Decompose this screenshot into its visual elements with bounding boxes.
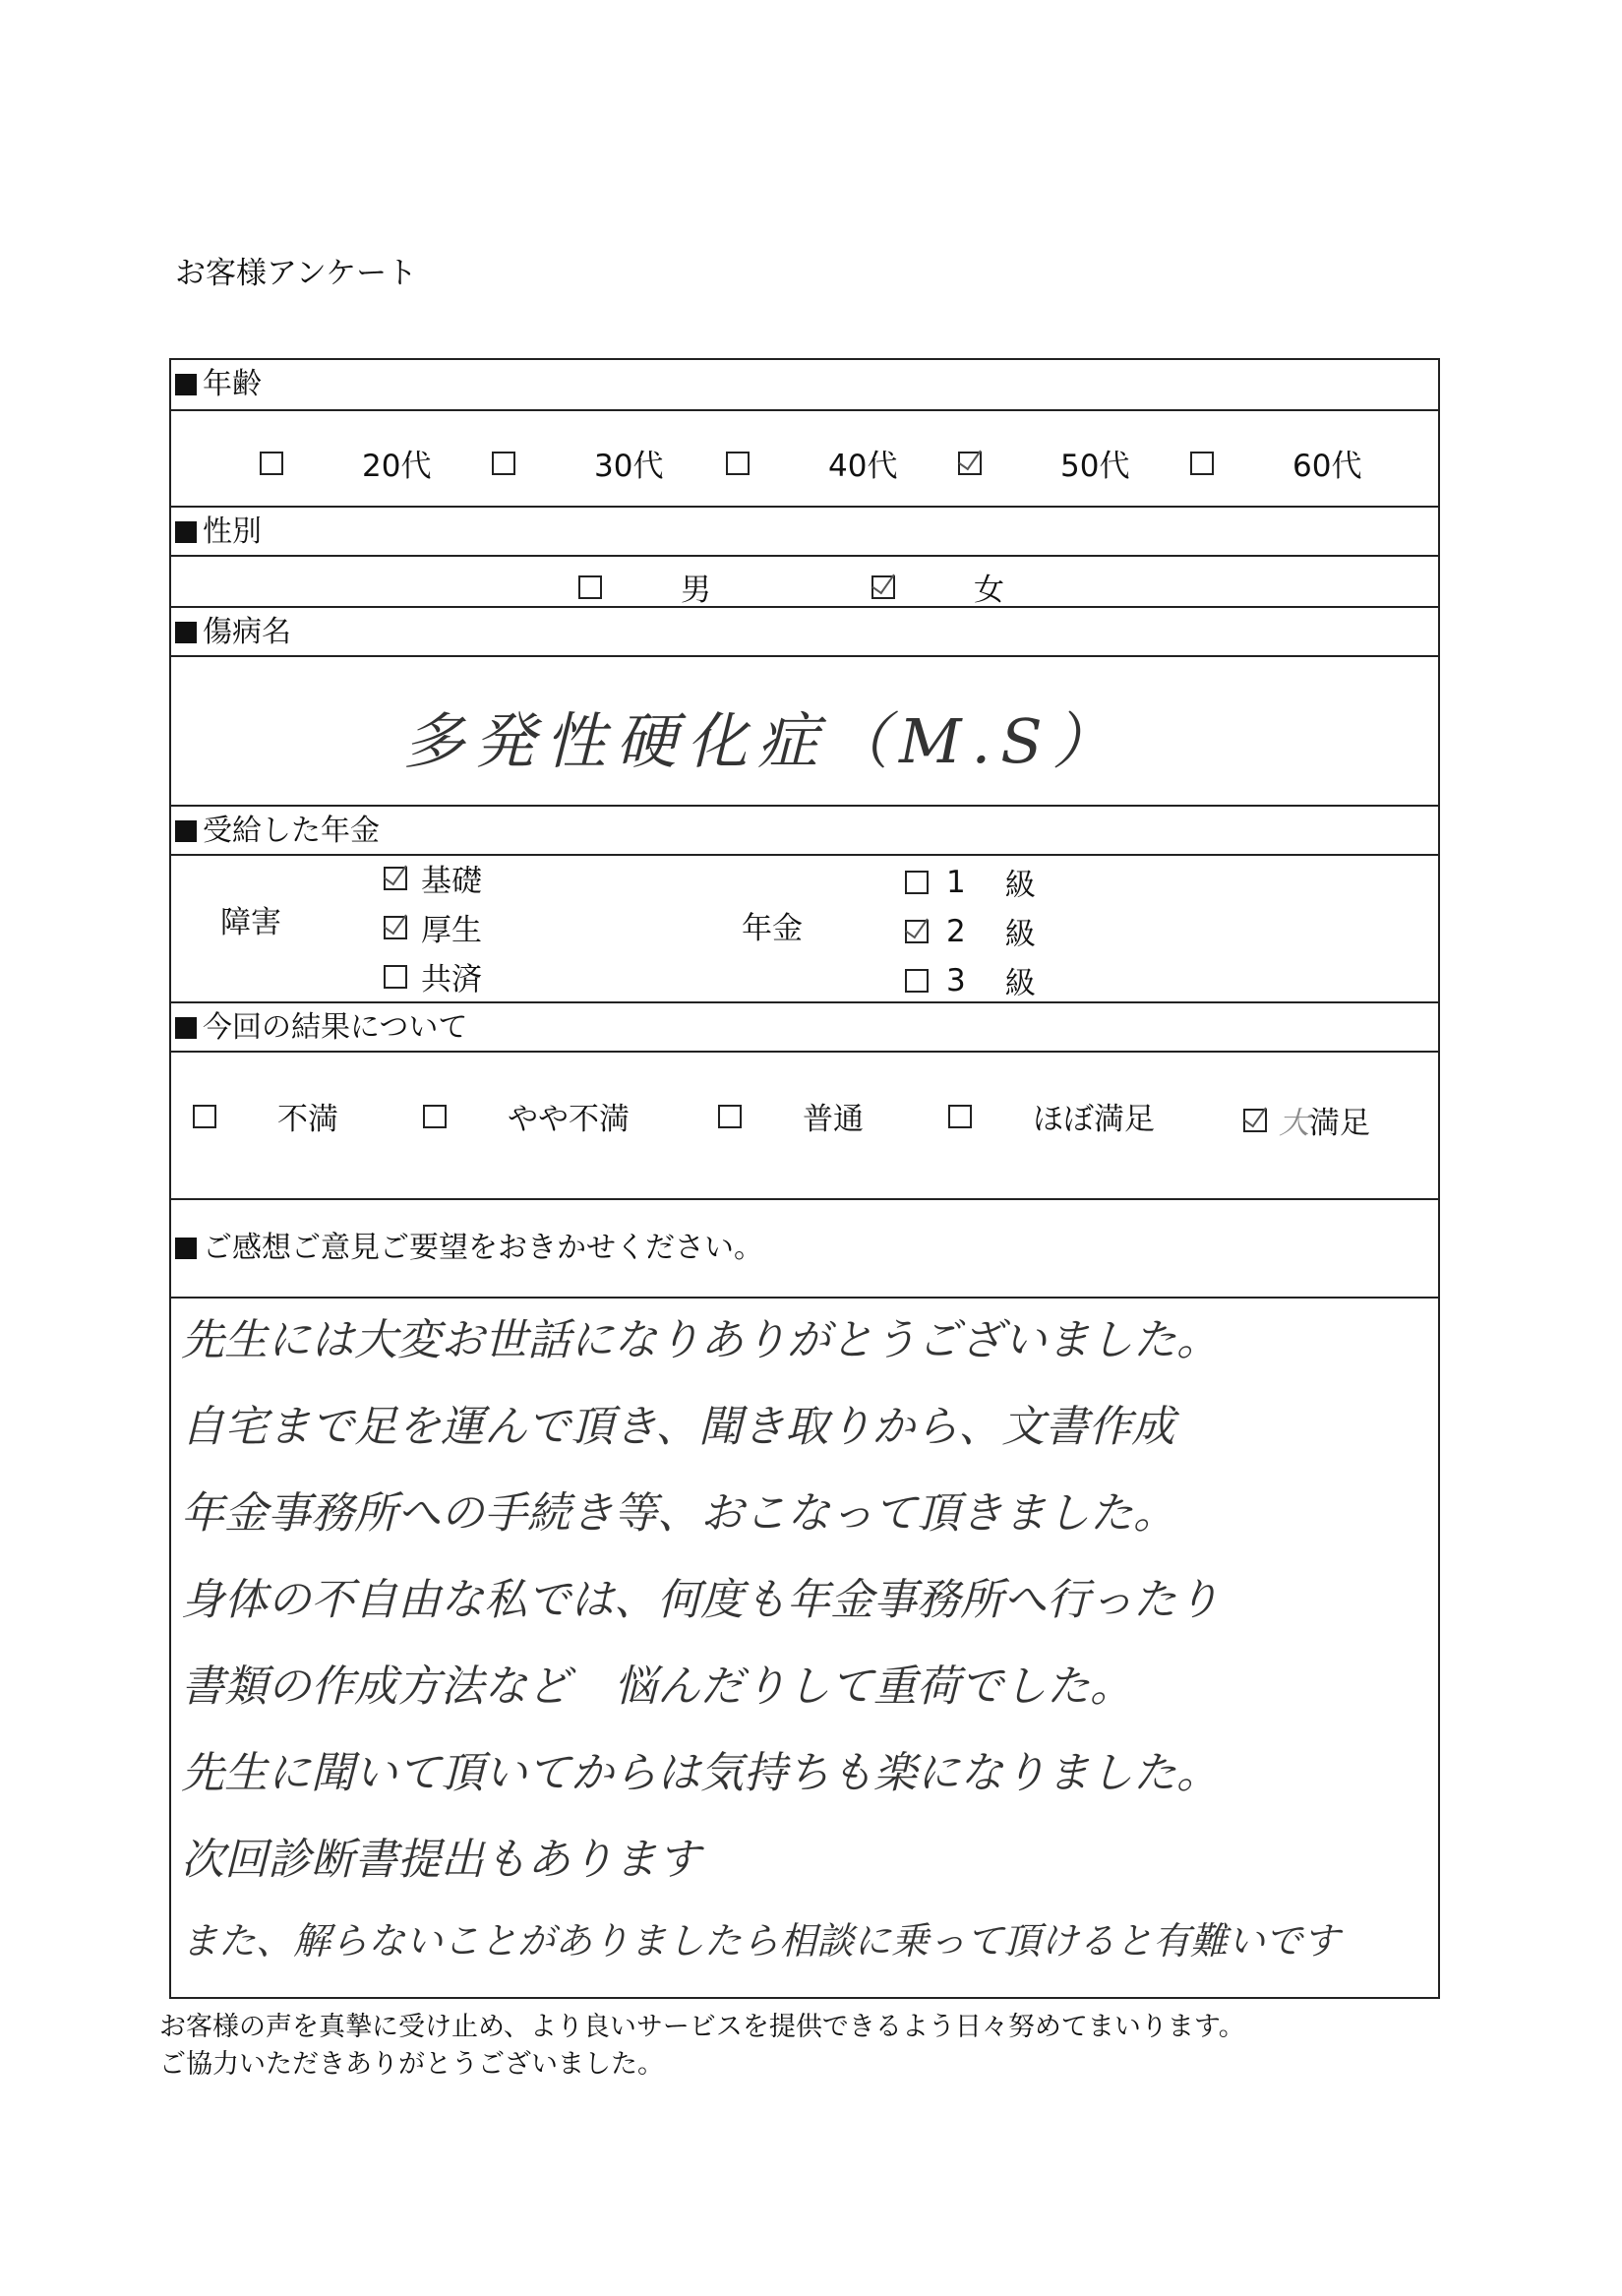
checkbox-basic[interactable]: [384, 867, 407, 890]
pension-type-basic[interactable]: [384, 856, 482, 900]
disease-field[interactable]: [171, 655, 1438, 805]
age-50s-label: 50代: [1060, 449, 1130, 484]
gender-header: [171, 506, 1438, 555]
age-30s-label: 30代: [594, 449, 664, 484]
comment-line: 年金事務所への手続き等、おこなって頂きました。: [181, 1488, 1176, 1539]
grade-3-num: 3: [946, 962, 966, 998]
grade-3-unit: 級: [1004, 966, 1036, 1001]
pension-label: 年金: [742, 911, 803, 946]
checkbox-very-satisfied[interactable]: [1243, 1109, 1267, 1132]
pension-options: [171, 854, 1438, 1001]
gender-options: [171, 555, 1438, 606]
checkbox-grade-3[interactable]: [905, 969, 929, 993]
comment-line: 先生には大変お世話になりありがとうございました。: [181, 1315, 1220, 1365]
pension-grade-1[interactable]: [905, 860, 1036, 904]
age-option-20s[interactable]: [260, 441, 431, 485]
pension-type-welfare[interactable]: [384, 905, 482, 949]
result-option-mostly-satisfied[interactable]: [948, 1094, 1155, 1138]
result-header: [171, 1001, 1438, 1051]
checkbox-grade-1[interactable]: [905, 871, 929, 894]
neutral-label: 普通: [803, 1102, 864, 1137]
result-option-neutral[interactable]: [718, 1094, 864, 1138]
disability-label: 障害: [220, 905, 281, 940]
age-options: [171, 409, 1438, 506]
checkbox-age-40s[interactable]: [726, 452, 750, 475]
checkbox-age-60s[interactable]: [1190, 452, 1214, 475]
bullet-square-icon: [175, 1238, 197, 1259]
very-satisfied-label: 満足: [1309, 1106, 1370, 1141]
result-options: [171, 1051, 1438, 1198]
pension-grade-3[interactable]: [905, 958, 1036, 1002]
comment-line: 書類の作成方法など 悩んだりして重荷でした。: [181, 1662, 1133, 1712]
gender-option-female[interactable]: [871, 565, 1004, 609]
result-option-dissatisfied[interactable]: [193, 1094, 338, 1138]
footer-line-2: ご協力いただきありがとうございました。: [159, 2049, 664, 2080]
comment-line: 自宅まで足を運んで頂き、聞き取りから、文書作成: [181, 1402, 1175, 1452]
comment-line: 身体の不自由な私では、何度も年金事務所へ行ったり: [181, 1575, 1220, 1625]
bullet-square-icon: [175, 521, 197, 543]
gender-option-male[interactable]: [578, 565, 711, 609]
checkbox-grade-2[interactable]: [905, 920, 929, 943]
mostly-satisfied-label: ほぼ満足: [1033, 1102, 1155, 1137]
age-40s-label: 40代: [828, 449, 898, 484]
age-header-label: 年齢: [203, 367, 262, 401]
result-header-label: 今回の結果について: [203, 1010, 468, 1045]
grade-1-num: 1: [946, 864, 966, 900]
disease-header-label: 傷病名: [203, 615, 291, 649]
comment-line: 先生に聞いて頂いてからは気持ちも楽になりました。: [181, 1748, 1220, 1798]
bullet-square-icon: [175, 1017, 197, 1039]
checkbox-dissatisfied[interactable]: [193, 1105, 216, 1128]
pension-header: [171, 805, 1438, 854]
checkbox-mostly-satisfied[interactable]: [948, 1105, 972, 1128]
grade-2-num: 2: [946, 913, 966, 949]
age-option-50s[interactable]: [958, 441, 1129, 485]
comment-line: また、解らないことがありましたら相談に乗って頂けると有難いです: [181, 1919, 1341, 1963]
checkbox-male[interactable]: [578, 575, 602, 599]
checkbox-mutual[interactable]: [384, 965, 407, 989]
survey-form: [169, 358, 1440, 1999]
dissatisfied-label: 不満: [277, 1102, 338, 1137]
result-option-somewhat-dissatisfied[interactable]: [423, 1094, 630, 1138]
gender-header-label: 性別: [203, 514, 262, 549]
bullet-square-icon: [175, 622, 197, 643]
age-option-30s[interactable]: [492, 441, 663, 485]
comments-header-label: ご感想ご意見ご要望をおきかせください。: [203, 1231, 763, 1265]
pension-header-label: 受給した年金: [203, 814, 380, 848]
somewhat-dissatisfied-label: やや不満: [508, 1102, 630, 1137]
disease-value: 多発性硬化症（M.S）: [403, 705, 1123, 777]
basic-label: 基礎: [421, 864, 482, 899]
bullet-square-icon: [175, 374, 197, 395]
comments-field[interactable]: [171, 1297, 1438, 1997]
bullet-square-icon: [175, 820, 197, 842]
female-label: 女: [974, 573, 1004, 608]
male-label: 男: [681, 573, 711, 608]
checkbox-female[interactable]: [871, 575, 895, 599]
grade-1-unit: 級: [1004, 868, 1036, 903]
checkbox-age-20s[interactable]: [260, 452, 283, 475]
pension-grade-2[interactable]: [905, 909, 1036, 953]
age-option-60s[interactable]: [1190, 441, 1361, 485]
page-title: お客様アンケート: [175, 256, 418, 291]
pension-type-mutual[interactable]: [384, 954, 482, 998]
age-header: [171, 360, 1438, 409]
mutual-label: 共済: [421, 962, 482, 997]
comments-header: [171, 1198, 1438, 1297]
grade-2-unit: 級: [1004, 917, 1036, 952]
very-prefix-handwritten: 大: [1279, 1106, 1309, 1141]
result-option-very-satisfied[interactable]: [1243, 1098, 1370, 1142]
age-60s-label: 60代: [1292, 449, 1362, 484]
checkbox-age-50s[interactable]: [958, 452, 982, 475]
comment-line: 次回診断書提出もあります: [181, 1835, 700, 1885]
footer-line-1: お客様の声を真摯に受け止め、より良いサービスを提供できるよう日々努めてまいります。: [159, 2012, 1245, 2042]
footer-note: [159, 2009, 1245, 2084]
checkbox-welfare[interactable]: [384, 916, 407, 939]
age-20s-label: 20代: [362, 449, 432, 484]
checkbox-somewhat-dissatisfied[interactable]: [423, 1105, 447, 1128]
disease-header: [171, 606, 1438, 655]
checkbox-age-30s[interactable]: [492, 452, 515, 475]
checkbox-neutral[interactable]: [718, 1105, 742, 1128]
age-option-40s[interactable]: [726, 441, 897, 485]
welfare-label: 厚生: [421, 913, 482, 948]
